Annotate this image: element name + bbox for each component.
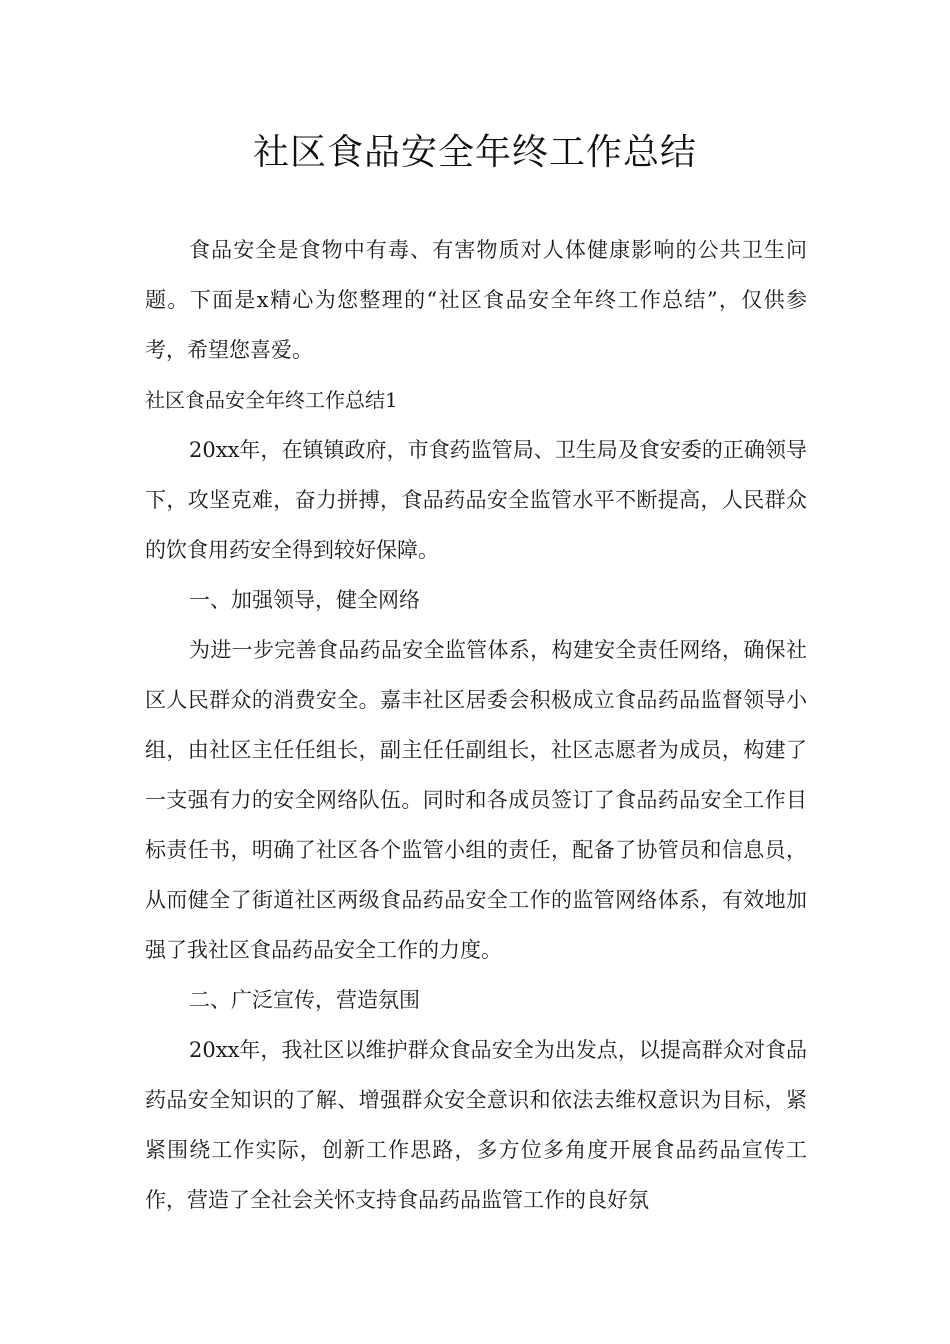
document-body — [145, 225, 807, 1225]
intro-paragraph: 食品安全是食物中有毒、有害物质对人体健康影响的公共卫生问题。下面是x精心为您整理的“社区食品安全年终工作总结”，仅供参考，希望您喜爱。 — [145, 238, 807, 362]
section-heading: 社区食品安全年终工作总结1 — [145, 388, 398, 412]
body-paragraph: 20xx年，我社区以维护群众食品安全为出发点，以提高群众对食品药品安全知识的了解、增强群众安全意识和依法去维权意识为目标，紧紧围绕工作实际，创新工作思路，多方位多角度开展食品药品宣传工作，营造了全社会关怀支持食品药品监管工作的良好氛 — [145, 1038, 807, 1212]
subsection-heading: 二、广泛宣传，营造氛围 — [189, 988, 420, 1012]
document-title: 社区食品安全年终工作总结 — [252, 132, 697, 173]
body-paragraph: 20xx年，在镇镇政府，市食药监管局、卫生局及食安委的正确领导下，攻坚克难，奋力拼搏，食品药品安全监管水平不断提高，人民群众的饮食用药安全得到较好保障。 — [145, 438, 807, 562]
body-paragraph: 为进一步完善食品药品安全监管体系，构建安全责任网络，确保社区人民群众的消费安全。嘉丰社区居委会积极成立食品药品监督领导小组，由社区主任任组长，副主任任副组长，社区志愿者为成员，构建了一支强有力的安全网络队伍。同时和各成员签订了食品药品安全工作目标责任书，明确了社区各个监管小组的责任，配备了协管员和信息员，从而健全了街道社区两级食品药品安全工作的监管网络体系，有效地加强了我社区食品药品安全工作的力度。 — [145, 638, 807, 962]
subsection-heading: 一、加强领导，健全网络 — [189, 588, 420, 612]
